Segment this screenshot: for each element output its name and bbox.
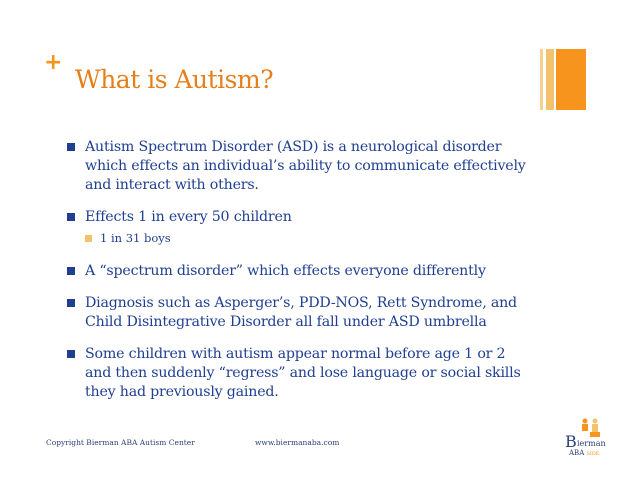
bullet-text: Diagnosis such as Asperger’s, PDD-NOS, Rett Syndrome, and Child Disintegrative Disorder all fall under ASD umbrella: [85, 295, 517, 330]
sub-bullet-item: [85, 231, 527, 246]
bullet-item: [67, 138, 527, 195]
bierman-aba-logo: [565, 418, 615, 462]
decor-stripe-wide: [556, 49, 586, 110]
logo-tag-text: SIDE: [586, 451, 600, 457]
bullet-square-icon: [67, 267, 75, 275]
bullet-item: [67, 262, 527, 281]
bullet-square-icon: [67, 213, 75, 221]
bullet-text: Some children with autism appear normal before age 1 or 2 and then suddenly “regress” and lose language or social skills they had previously gained.: [85, 346, 521, 400]
footer-website[interactable]: www.biermanaba.com: [255, 438, 340, 447]
logo-initial: B: [565, 432, 577, 451]
sub-bullet-text: 1 in 31 boys: [100, 231, 171, 245]
logo-figures-icon: [577, 418, 607, 440]
bullet-square-icon: [67, 350, 75, 358]
logo-word: ierman: [577, 439, 606, 448]
bullet-square-icon: [67, 143, 75, 151]
bullet-item: [67, 294, 527, 332]
bullet-item: [67, 345, 527, 402]
bullet-text: Autism Spectrum Disorder (ASD) is a neurological disorder which effects an individual’s ability to communicate effectively and interact with others.: [85, 139, 526, 193]
bullet-text: Effects 1 in every 50 children: [85, 209, 292, 225]
bullet-text: A “spectrum disorder” which effects everyone differently: [85, 263, 486, 279]
bullet-list: [67, 138, 527, 415]
logo-aba-line: [569, 450, 600, 457]
logo-aba-text: ABA: [569, 449, 585, 457]
plus-icon: +: [44, 50, 63, 75]
bullet-square-icon: [67, 299, 75, 307]
bullet-item: [67, 208, 527, 227]
decor-stripe-thin: [540, 49, 543, 110]
slide-title: What is Autism?: [75, 65, 274, 94]
decor-stripe-mid: [546, 49, 554, 110]
footer-copyright: Copyright Bierman ABA Autism Center: [46, 438, 195, 447]
sub-bullet-square-icon: [85, 235, 92, 242]
